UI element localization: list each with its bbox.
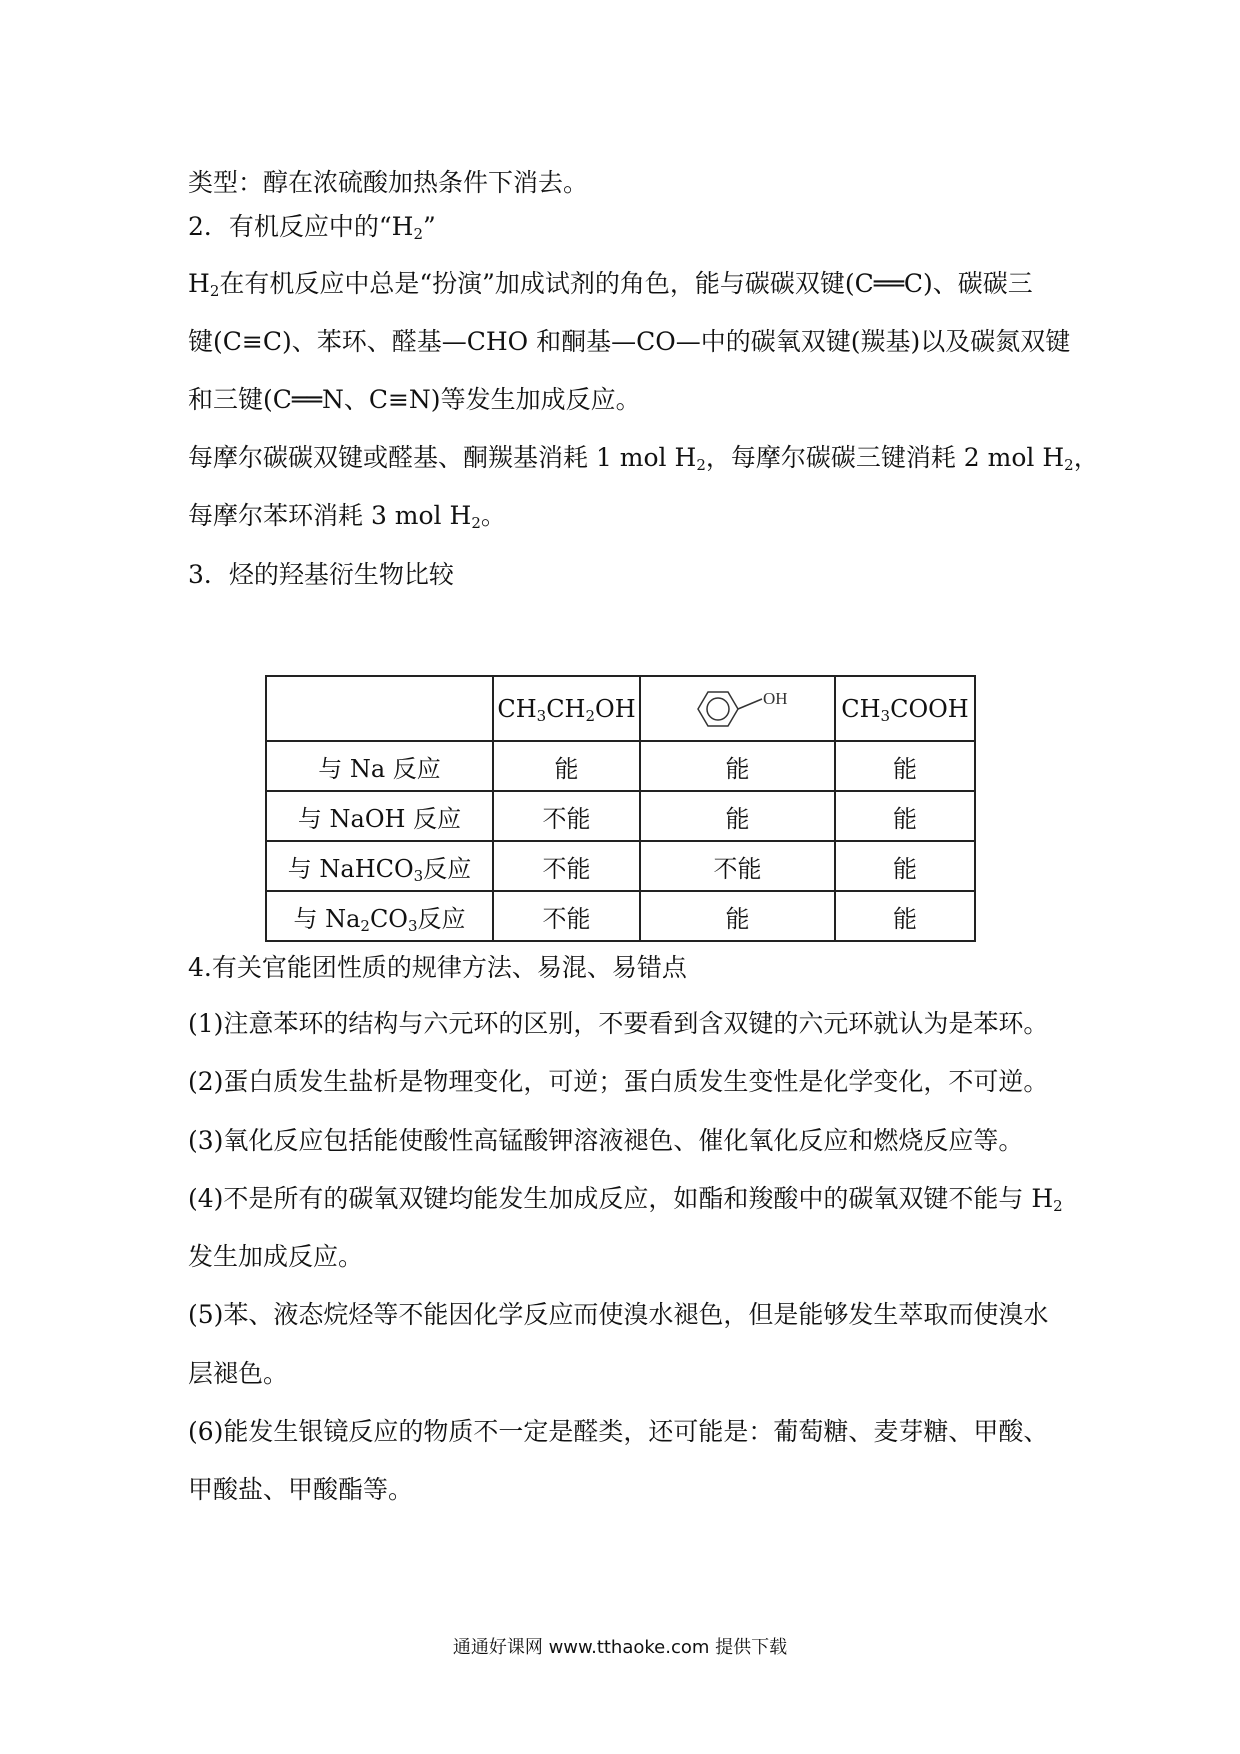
- text-line-point-6: (6)能发生银镜反应的物质不一定是醛类，还可能是：葡萄糖、麦芽糖、甲酸、: [188, 1417, 1049, 1446]
- text-line-h2-consumption: 每摩尔碳碳双键或醛基、酮羰基消耗 1 mol $H_2$，每摩尔碳碳三键消耗 2 mol $H_2$，: [188, 443, 1099, 474]
- section-heading-h2: 2．有机反应中的“$H_2$”: [188, 212, 436, 243]
- table-row: [266, 841, 975, 891]
- header-phenol: [640, 676, 835, 741]
- phenol-structure-icon: [678, 687, 798, 731]
- comparison-table: [265, 675, 976, 942]
- text-line-point-1: (1)注意苯环的结构与六元环的区别，不要看到含双键的六元环就认为是苯环。: [188, 1009, 1049, 1038]
- row-label-naoh: 与 NaOH 反应: [266, 791, 493, 841]
- table-cell: 能: [640, 791, 835, 841]
- text-line-point-5: (5)苯、液态烷烃等不能因化学反应而使溴水褪色，但是能够发生萃取而使溴水: [188, 1300, 1049, 1329]
- text-line-point-5-cont: 层褪色。: [188, 1359, 289, 1388]
- table-row: [266, 791, 975, 841]
- table-cell: 能: [640, 741, 835, 791]
- table-corner-cell: [266, 676, 493, 741]
- table-cell: 能: [835, 791, 975, 841]
- table-cell: 能: [493, 741, 640, 791]
- table-cell: 能: [640, 891, 835, 941]
- row-label-na: 与 Na 反应: [266, 741, 493, 791]
- section-heading-rules: 4.有关官能团性质的规律方法、易混、易错点: [188, 953, 687, 982]
- text-line-point-2: (2)蛋白质发生盐析是物理变化，可逆；蛋白质发生变性是化学变化，不可逆。: [188, 1067, 1049, 1096]
- table-header-row: [266, 676, 975, 741]
- text-line-bond-list: 键(C≡C)、苯环、醛基—CHO 和酮基—CO—中的碳氧双键(羰基)以及碳氮双键: [188, 327, 1071, 356]
- header-ethanol: $CH_3CH_2OH$: [493, 676, 640, 741]
- text-line-point-6-cont: 甲酸盐、甲酸酯等。: [188, 1475, 414, 1504]
- table-cell: 不能: [493, 841, 640, 891]
- text-line-benzene-consumption: 每摩尔苯环消耗 3 mol $H_2$。: [188, 501, 506, 532]
- row-label-nahco3: 与 NaHCO$_3$反应: [266, 841, 493, 891]
- header-acetic-acid: $CH_3COOH$: [835, 676, 975, 741]
- page-footer: 通通好课网 www.tthaoke.com 提供下载: [452, 1637, 788, 1658]
- row-label-na2co3: 与 $Na_2CO_3$反应: [266, 891, 493, 941]
- section-heading-hydroxy: 3．烃的羟基衍生物比较: [188, 560, 454, 589]
- table-cell: 不能: [493, 791, 640, 841]
- svg-text:OH: OH: [762, 688, 788, 708]
- table-row: [266, 741, 975, 791]
- table-cell: 不能: [640, 841, 835, 891]
- text-line-point-4-cont: 发生加成反应。: [188, 1242, 364, 1271]
- table-cell: 能: [835, 741, 975, 791]
- table-cell: 不能: [493, 891, 640, 941]
- text-line-elimination: 类型：醇在浓硫酸加热条件下消去。: [188, 168, 589, 197]
- table-cell: 能: [835, 891, 975, 941]
- text-line-point-3: (3)氧化反应包括能使酸性高锰酸钾溶液褪色、催化氧化反应和燃烧反应等。: [188, 1126, 1024, 1155]
- text-line-h2-role: $H_2$在有机反应中总是“扮演”加成试剂的角色，能与碳碳双键(C══C)、碳碳三: [188, 269, 1033, 300]
- text-line-addition: 和三键(C══N、C≡N)等发生加成反应。: [188, 385, 641, 414]
- table-row: [266, 891, 975, 941]
- table-cell: 能: [835, 841, 975, 891]
- text-line-point-4: (4)不是所有的碳氧双键均能发生加成反应，如酯和羧酸中的碳氧双键不能与 $H_2$: [188, 1184, 1063, 1215]
